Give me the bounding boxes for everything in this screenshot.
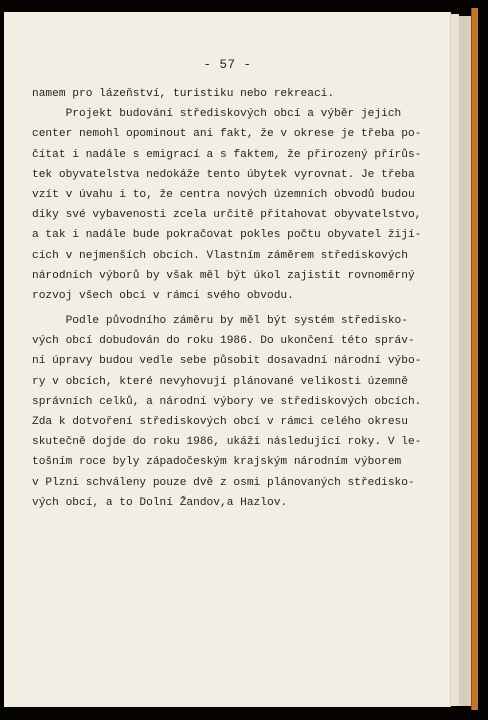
text-line: namem pro lázeňství, turistiku nebo rekreaci. (32, 88, 335, 100)
text-line: cích v nejmenších obcích. Vlastním záměrem střediskových (32, 249, 408, 262)
body-text (32, 84, 442, 513)
text-line: díky své vybavenosti zcela určitě přitahovat obyvatelstvo, (32, 209, 422, 222)
page-stack-edge-inner (451, 14, 459, 706)
document-page (4, 12, 451, 707)
text-line: vých obcí dobudován do roku 1986. Do ukončení této správ- (32, 335, 415, 348)
text-line: tošním roce byly západočeským krajským národním výborem (32, 456, 402, 469)
text-line: čítat i nadále s emigrací a s faktem, že přirozený přírůs- (32, 148, 422, 161)
page-number: - 57 - (203, 58, 252, 72)
book-binding (471, 8, 478, 710)
text-line: a tak i nadále bude pokračovat pokles počtu obyvatel žijí- (32, 229, 422, 242)
text-line: Zda k dotvoření střediskových obcí v rámci celého okresu (32, 416, 408, 428)
text-line: národních výborů by však měl být úkol zajistit rovnoměrný (32, 269, 415, 282)
text-line: tek obyvatelstva nedokáže tento úbytek vyrovnat. Je třeba (32, 168, 415, 181)
text-line: ry v obcích, které nevyhovují plánované velikosti územně (32, 375, 408, 388)
text-line: skutečně dojde do roku 1986, ukáží následující roky. V le- (32, 436, 422, 449)
text-line: ní úpravy budou vedle sebe působit dosavadní národní výbo- (32, 355, 422, 368)
text-line: center nemohl opominout ani fakt, že v okrese je třeba po- (32, 128, 422, 141)
page-stack-edge (459, 16, 471, 706)
text-line: správních celků, a národní výbory ve střediskových obcích. (32, 395, 422, 408)
text-line: Projekt budování střediskových obcí a výběr jejich (32, 108, 402, 121)
text-line: rozvoj všech obcí v rámci svého obvodu. (32, 289, 294, 302)
text-line: Podle původního záměru by měl být systém středisko- (32, 315, 408, 328)
text-line: vzít v úvahu i to, že centra nových územních obvodů budou (32, 188, 415, 201)
text-line: vých obcí, a to Dolní Žandov,a Hazlov. (32, 496, 288, 509)
text-line: v Plzni schváleny pouze dvě z osmi plánovaných středisko- (32, 476, 415, 489)
